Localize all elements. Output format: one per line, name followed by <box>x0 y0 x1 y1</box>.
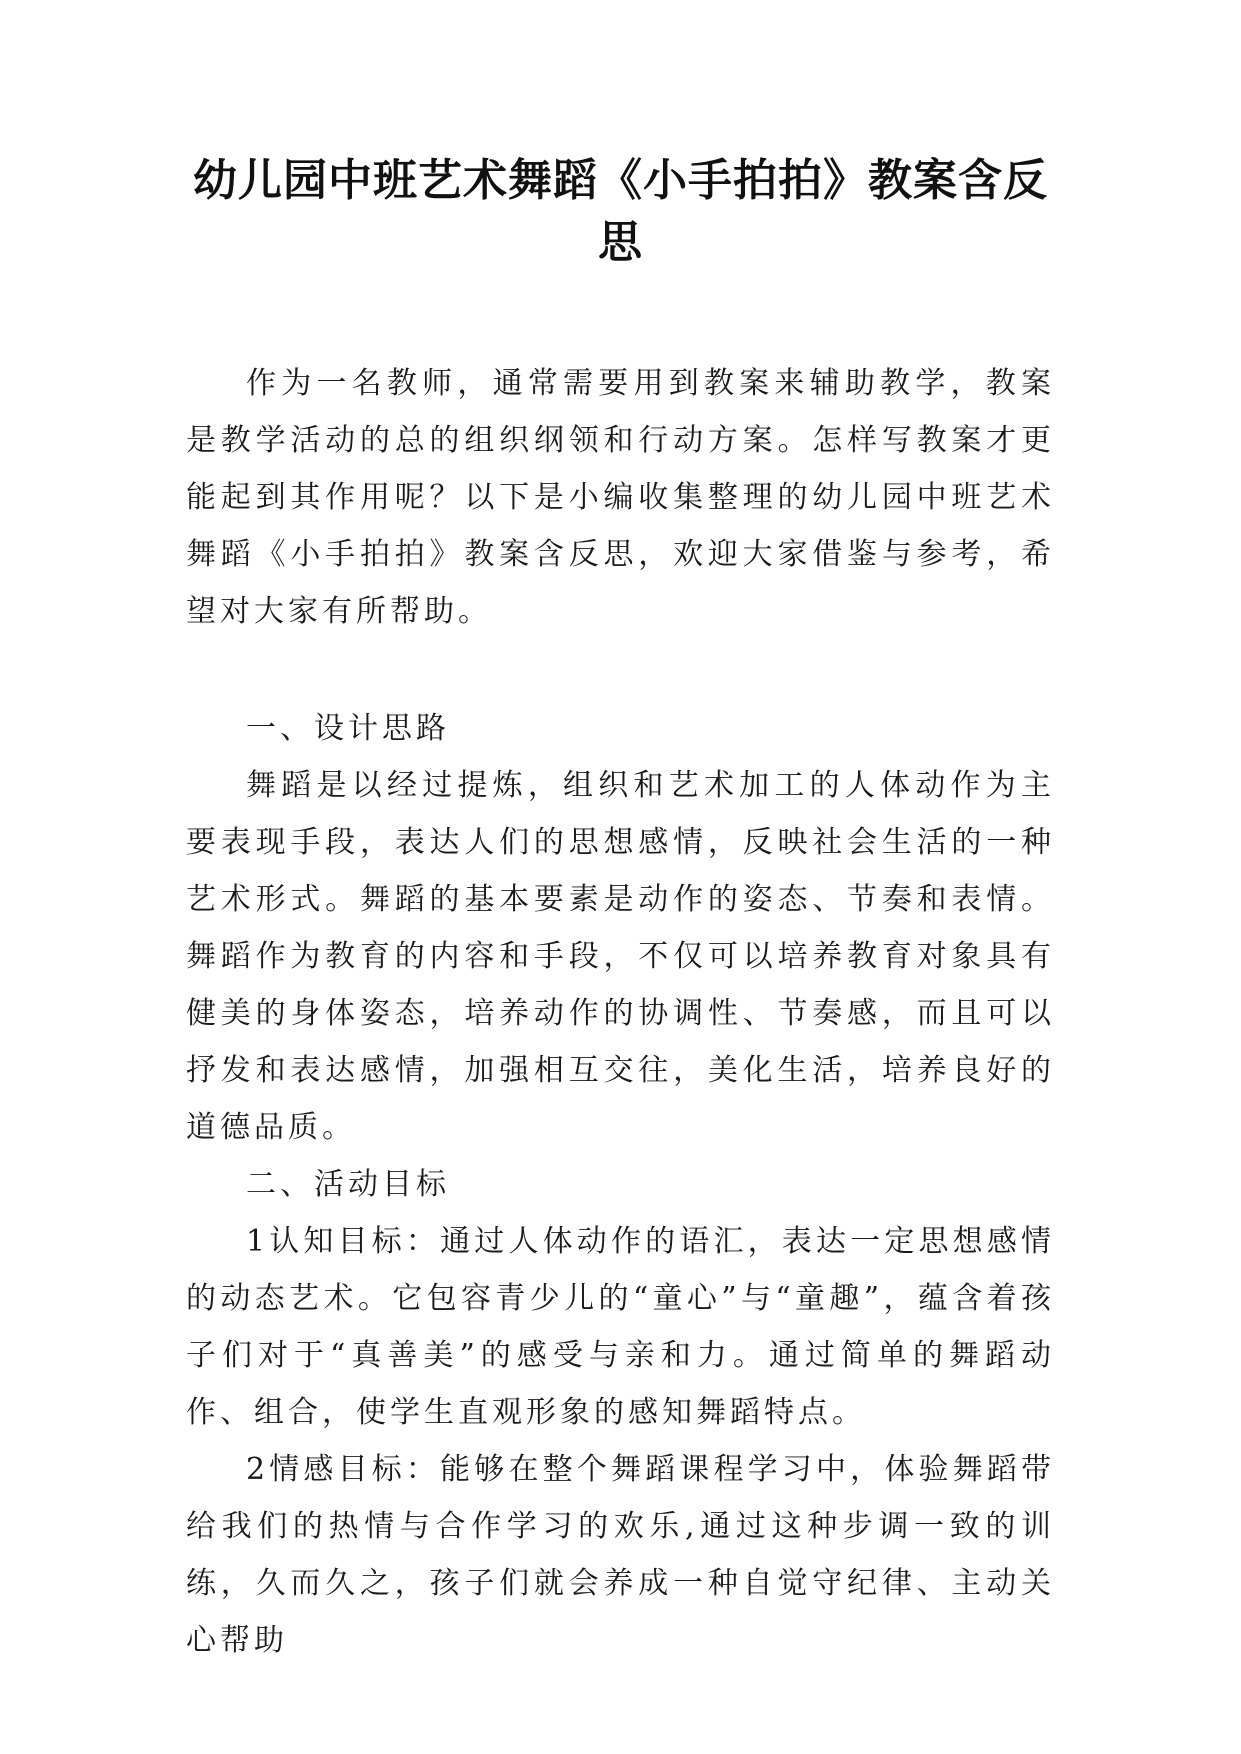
intro-section <box>186 355 1055 640</box>
section-heading-activity-goals: 二、活动目标 <box>246 1167 450 1202</box>
cognitive-goal-paragraph: 1认知目标：通过人体动作的语汇，表达一定思想感情的动态艺术。它包容青少儿的“童心”与“童趣”，蕴含着孩子们对于“真善美”的感受与亲和力。通过简单的舞蹈动作、组合，使学生直观形象的感知舞蹈特点。 <box>186 1224 1055 1430</box>
document-title: 幼儿园中班艺术舞蹈《小手拍拍》教案含反思 <box>193 155 1048 268</box>
main-content <box>186 700 1055 1669</box>
intro-paragraph: 作为一名教师，通常需要用到教案来辅助教学，教案是教学活动的总的组织纲领和行动方案。怎样写教案才更能起到其作用呢？以下是小编收集整理的幼儿园中班艺术舞蹈《小手拍拍》教案含反思，欢迎大家借鉴与参考，希望对大家有所帮助。 <box>186 366 1055 629</box>
emotional-goal-paragraph: 2情感目标：能够在整个舞蹈课程学习中，体验舞蹈带给我们的热情与合作学习的欢乐,通过这种步调一致的训练，久而久之，孩子们就会养成一种自觉守纪律、主动关心帮助 <box>186 1452 1055 1658</box>
section-heading-design-idea: 一、设计思路 <box>246 711 450 746</box>
design-idea-paragraph: 舞蹈是以经过提炼，组织和艺术加工的人体动作为主要表现手段，表达人们的思想感情，反映社会生活的一种艺术形式。舞蹈的基本要素是动作的姿态、节奏和表情。舞蹈作为教育的内容和手段，不仅可以培养教育对象具有健美的身体姿态，培养动作的协调性、节奏感，而且可以抒发和表达感情，加强相互交往，美化生活，培养良好的道德品质。 <box>186 768 1055 1145</box>
